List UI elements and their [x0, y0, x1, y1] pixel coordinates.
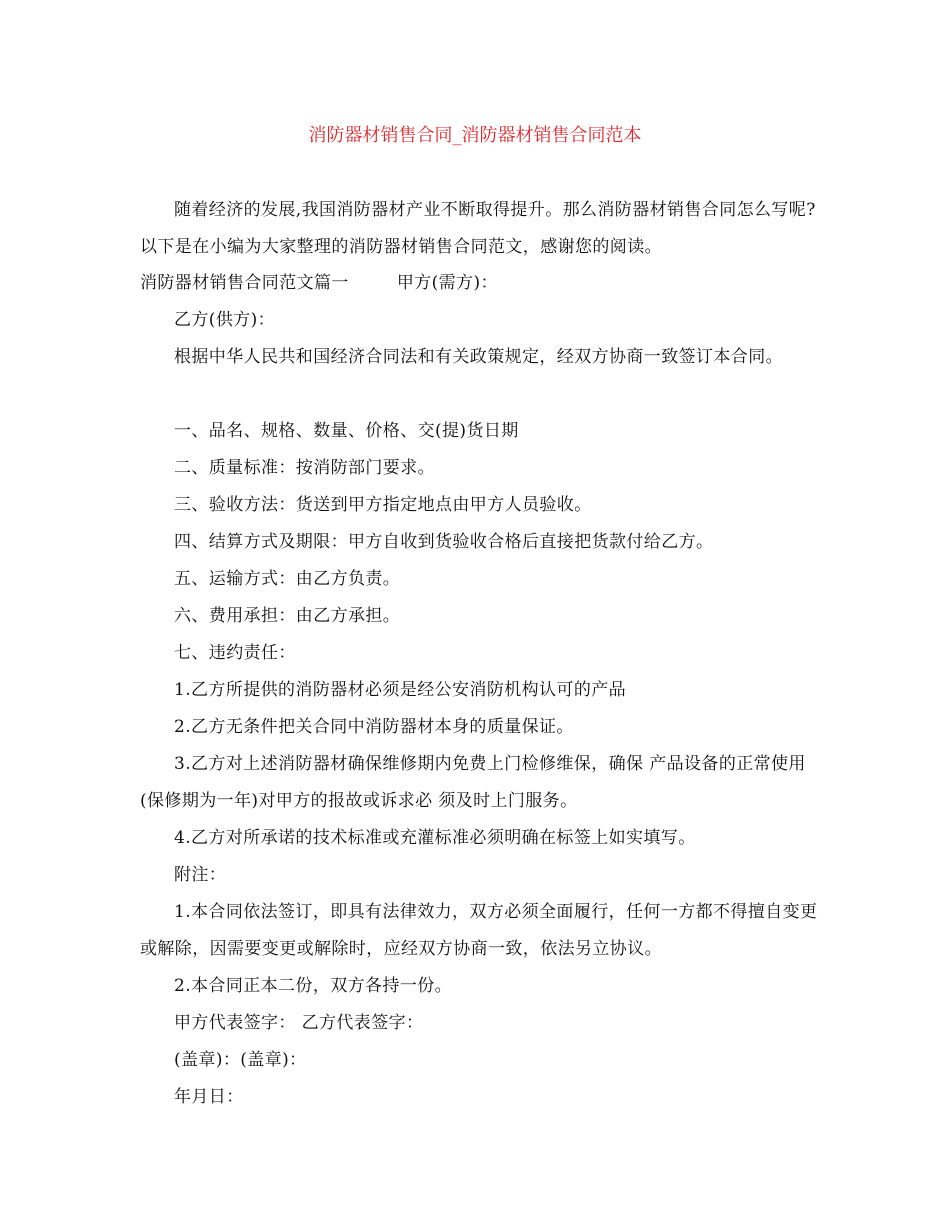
- clause-item: 三、验收方法：货送到甲方指定地点由甲方人员验收。: [174, 495, 592, 515]
- liability-item: 2.乙方无条件把关合同中消防器材本身的质量保证。: [174, 717, 574, 737]
- clause-item: 一、品名、规格、数量、价格、交(提)货日期: [174, 421, 519, 441]
- clause-item: 六、费用承担：由乙方承担。: [174, 606, 401, 626]
- seal-line: (盖章)：(盖章)：: [174, 1050, 307, 1070]
- clause-item: 四、结算方式及期限：甲方自收到货验收合格后直接把货款付给乙方。: [174, 532, 714, 552]
- note-item: 2.本合同正本二份，双方各持一份。: [174, 976, 453, 996]
- liability-item: 4.乙方对所承诺的技术标准或充灌标准必须明确在标签上如实填写。: [174, 828, 696, 848]
- preamble-paragraph: 根据中华人民共和国经济合同法和有关政策规定，经双方协商一致签订本合同。: [174, 347, 783, 367]
- document-title: 消防器材销售合同_消防器材销售合同范本: [308, 125, 642, 146]
- intro-paragraph: 随着经济的发展,我国消防器材产业不断取得提升。那么消防器材销售合同怎么写呢?以下是在小编为大家整理的消防器材销售合同范文，感谢您的阅读。: [140, 200, 816, 257]
- notes-heading: 附注：: [174, 865, 227, 885]
- clause-item: 七、违约责任：: [174, 643, 296, 663]
- liability-item: 3.乙方对上述消防器材确保维修期内免费上门检修维保，确保 产品设备的正常使用(保修期为一年)对甲方的报故或诉求必 须及时上门服务。: [140, 754, 806, 811]
- party-b-label: 乙方(供方)：: [174, 310, 276, 330]
- party-a-label: 甲方(需方)：: [396, 273, 498, 293]
- section-heading-line: [140, 265, 820, 302]
- date-line: 年月日：: [174, 1087, 244, 1107]
- signature-line: 甲方代表签字： 乙方代表签字：: [174, 1013, 424, 1033]
- clause-item: 二、质量标准：按消防部门要求。: [174, 458, 435, 478]
- liability-item: 1.乙方所提供的消防器材必须是经公安消防机构认可的产品: [174, 680, 627, 700]
- note-item: 1.本合同依法签订，即具有法律效力，双方必须全面履行，任何一方都不得擅自变更或解除，因需要变更或解除时，应经双方协商一致，依法另立协议。: [140, 902, 818, 959]
- clause-item: 五、运输方式：由乙方负责。: [174, 569, 401, 589]
- section-heading: 消防器材销售合同范文篇一: [140, 273, 349, 293]
